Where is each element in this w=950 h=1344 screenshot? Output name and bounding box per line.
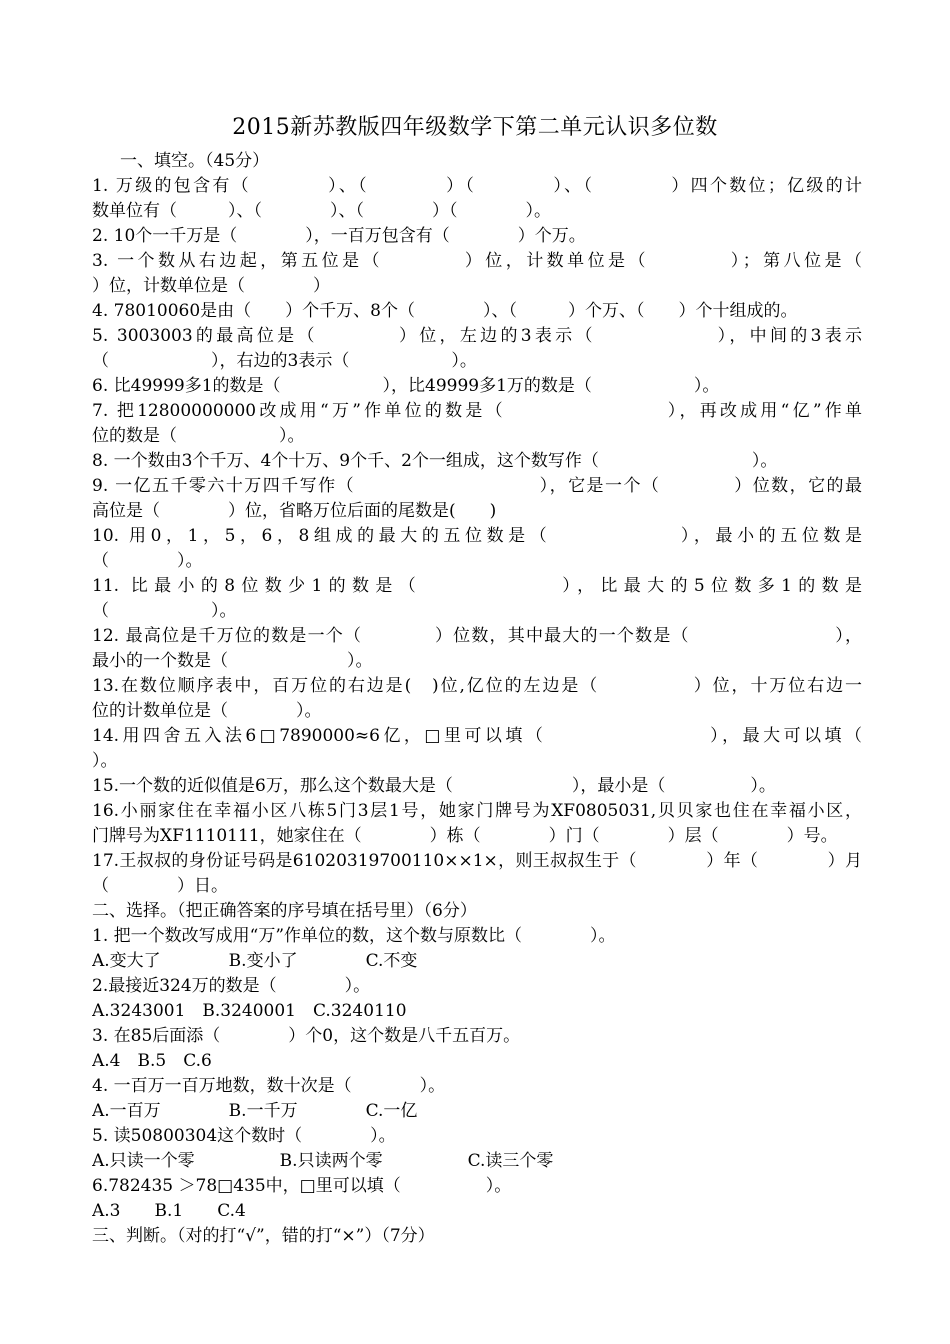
section-heading-judge: 三、判断。（对的打“√”，错的打“×”）（7分） (92, 1226, 435, 1246)
question-line: （ ）。 (92, 551, 203, 571)
question-line: 2. 10个一千万是（ ），一百万包含有（ ）个万。 (92, 226, 586, 246)
question-line: 14.用四舍五入法6□7890000≈6亿，□里可以填（ ），最大可以填（ (92, 726, 862, 746)
question-line: 17.王叔叔的身份证号码是61020319700110××1×，则王叔叔生于（ ）年（ ）月 (92, 851, 862, 871)
question-line: 2.最接近324万的数是（ ）。 (92, 976, 371, 996)
question-line: 3. 一个数从右边起，第五位是（ ）位，计数单位是（ ）；第八位是（ (92, 251, 862, 271)
question-line: 1. 万级的包含有（ ）、（ ）（ ）、（ ）四个数位；亿级的计 (92, 176, 862, 196)
question-line: 最小的一个数是（ ）。 (92, 651, 373, 671)
question-line: 5. 读50800304这个数时（ ）。 (92, 1126, 396, 1146)
document-title: 2015新苏教版四年级数学下第二单元认识多位数 (232, 115, 718, 140)
question-line: 数单位有（ ）、（ ）、（ ）（ ）。 (92, 201, 551, 221)
question-line: 15.一个数的近似值是6万，那么这个数最大是（ ），最小是（ ）。 (92, 776, 776, 796)
question-line: 4. 78010060是由（ ）个千万、8个（ ）、（ ）个万、（ ）个十组成的。 (92, 301, 798, 321)
answer-options: A.3 B.1 C.4 (92, 1201, 246, 1221)
question-line: 1. 把一个数改写成用“万”作单位的数，这个数与原数比（ ）。 (92, 926, 616, 946)
question-line: 6. 比49999多1的数是（ ），比49999多1万的数是（ ）。 (92, 376, 720, 396)
question-line: ）位，计数单位是（ ） (92, 276, 330, 296)
question-line: 12. 最高位是千万位的数是一个（ ）位数，其中最大的一个数是（ ）， (92, 626, 862, 646)
question-line: 8. 一个数由3个千万、4个十万、9个千、2个一组成，这个数写作（ ）。 (92, 451, 778, 471)
question-line: 位的计数单位是（ ）。 (92, 701, 322, 721)
question-line: 门牌号为XF1110111，她家住在（ ）栋（ ）门（ ）层（ ）号。 (92, 826, 838, 846)
question-line: （ ），右边的3表示（ ）。 (92, 351, 477, 371)
section-heading-fill-in: 一、填空。（45分） (120, 151, 270, 171)
question-line: 16.小丽家住在幸福小区八栋5门3层1号，她家门牌号为XF0805031,贝贝家也住在幸福小区， (92, 801, 862, 821)
question-line: 11. 比最小的8位数少1的数是（ ），比最大的5位数多1的数是 (92, 576, 862, 596)
question-line: 位的数是（ ）。 (92, 426, 305, 446)
answer-options: A.变大了 B.变小了 C.不变 (92, 951, 418, 971)
answer-options: A.3243001 B.3240001 C.3240110 (92, 1001, 407, 1021)
question-line: 13.在数位顺序表中，百万位的右边是( )位,亿位的左边是（ ）位，十万位右边一 (92, 676, 862, 696)
question-line: ）。 (92, 751, 118, 771)
section-heading-choice: 二、选择。（把正确答案的序号填在括号里）（6分） (92, 901, 477, 921)
question-line: 6.782435 ＞78□435中，□里可以填（ ）。 (92, 1176, 512, 1196)
answer-options: A.一百万 B.一千万 C.一亿 (92, 1101, 418, 1121)
question-line: 9. 一亿五千零六十万四千写作（ ），它是一个（ ）位数，它的最 (92, 476, 862, 496)
question-line: 10. 用0，1，5，6，8组成的最大的五位数是（ ），最小的五位数是 (92, 526, 862, 546)
question-line: 3. 在85后面添（ ）个0，这个数是八千五百万。 (92, 1026, 521, 1046)
answer-options: A.4 B.5 C.6 (92, 1051, 212, 1071)
question-line: 5. 3003003的最高位是（ ）位，左边的3表示（ ），中间的3表示 (92, 326, 862, 346)
question-line: （ ）。 (92, 601, 237, 621)
question-line: 高位是（ ）位，省略万位后面的尾数是( ) (92, 501, 497, 521)
answer-options: A.只读一个零 B.只读两个零 C.读三个零 (92, 1151, 554, 1171)
question-line: （ ）日。 (92, 876, 228, 896)
question-line: 4. 一百万一百万地数，数十次是（ ）。 (92, 1076, 446, 1096)
question-line: 7. 把12800000000改成用“万”作单位的数是（ ），再改成用“亿”作单 (92, 401, 862, 421)
